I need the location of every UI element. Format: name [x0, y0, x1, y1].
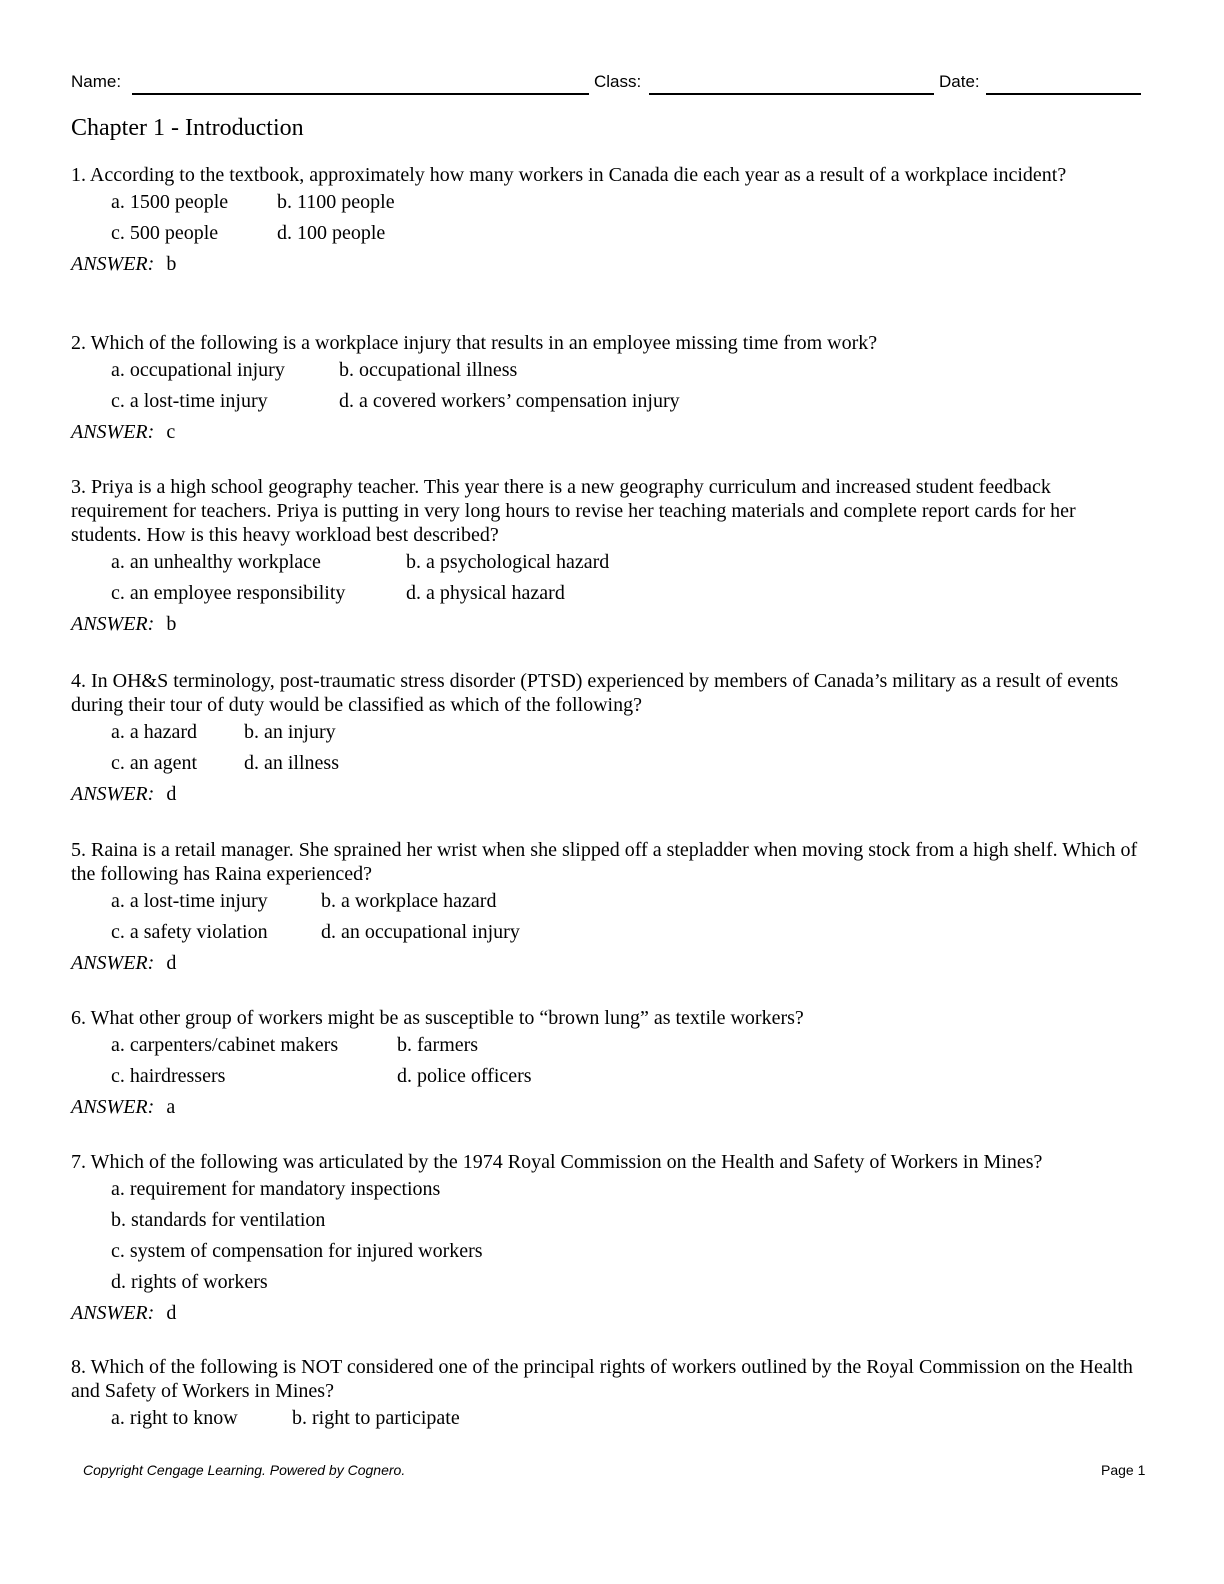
answer-value: a — [166, 1096, 176, 1118]
answer-options — [111, 355, 1141, 417]
answer-line — [71, 609, 1141, 640]
option-c: c. an employee responsibility — [111, 582, 346, 604]
question-stem: 6. What other group of workers might be as susceptible to “brown lung” as textile workers? — [71, 1007, 804, 1029]
option-a: a. occupational injury — [111, 359, 285, 381]
question-6 — [71, 1006, 1141, 1123]
answer-options — [111, 717, 1141, 779]
option-d: d. police officers — [397, 1065, 532, 1087]
answer-options — [111, 547, 1141, 609]
answer-options — [111, 1030, 1141, 1092]
answer-label: ANSWER: — [71, 783, 155, 805]
name-field-line[interactable] — [132, 93, 589, 95]
answer-value: b — [166, 613, 177, 635]
date-label: Date: — [939, 72, 980, 91]
answer-line — [71, 1298, 1141, 1329]
question-stem: 2. Which of the following is a workplace injury that results in an employee missing time from work? — [71, 332, 878, 354]
option-b: b. standards for ventilation — [111, 1209, 326, 1231]
answer-value: d — [166, 783, 177, 805]
answer-line — [71, 1092, 1141, 1123]
answer-options — [111, 187, 1141, 249]
student-info-header — [71, 72, 1141, 96]
option-b: b. a psychological hazard — [406, 551, 610, 573]
class-field-line[interactable] — [649, 93, 934, 95]
option-a: a. carpenters/cabinet makers — [111, 1034, 339, 1056]
question-5 — [71, 838, 1141, 979]
answer-label: ANSWER: — [71, 613, 155, 635]
question-stem: 3. Priya is a high school geography teacher. This year there is a new geography curriculum and increased student feedback requirement for teachers. Priya is putting in very long hours to revise her teaching materials and complete report cards for her students. How is this heavy workload best described? — [71, 476, 1076, 546]
option-d: d. 100 people — [277, 222, 386, 244]
option-d: d. rights of workers — [111, 1271, 268, 1293]
answer-options — [111, 886, 1141, 948]
option-c: c. system of compensation for injured workers — [111, 1240, 483, 1262]
name-label: Name: — [71, 72, 122, 91]
question-stem: 4. In OH&S terminology, post-traumatic stress disorder (PTSD) experienced by members of Canada’s military as a result of events during their tour of duty would be classified as which of the following? — [71, 670, 1119, 716]
option-a: a. right to know — [111, 1407, 238, 1429]
answer-line — [71, 249, 1141, 280]
option-a: a. an unhealthy workplace — [111, 551, 321, 573]
option-a: a. a hazard — [111, 721, 198, 743]
option-d: d. a covered workers’ compensation injury — [339, 390, 680, 412]
option-b: b. a workplace hazard — [321, 890, 497, 912]
answer-options — [111, 1403, 1141, 1434]
chapter-title: Chapter 1 - Introduction — [71, 115, 304, 141]
answer-value: b — [166, 253, 177, 275]
question-8 — [71, 1355, 1141, 1434]
option-a: a. a lost-time injury — [111, 890, 268, 912]
question-7 — [71, 1150, 1141, 1329]
option-d: d. an illness — [244, 752, 339, 774]
answer-value: d — [166, 952, 177, 974]
option-c: c. an agent — [111, 752, 198, 774]
option-b: b. 1100 people — [277, 191, 395, 213]
option-d: d. a physical hazard — [406, 582, 565, 604]
option-a: a. requirement for mandatory inspections — [111, 1178, 441, 1200]
answer-label: ANSWER: — [71, 952, 155, 974]
answer-line — [71, 948, 1141, 979]
question-stem: 5. Raina is a retail manager. She sprained her wrist when she slipped off a stepladder when moving stock from a high shelf. Which of the following has Raina experienced? — [71, 839, 1138, 885]
option-d: d. an occupational injury — [321, 921, 520, 943]
answer-value: d — [166, 1302, 177, 1324]
question-stem: 7. Which of the following was articulated by the 1974 Royal Commission on the Health and Safety of Workers in Mines? — [71, 1151, 1043, 1173]
question-3 — [71, 475, 1141, 640]
option-b: b. occupational illness — [339, 359, 518, 381]
question-4 — [71, 669, 1141, 810]
question-stem: 1. According to the textbook, approximately how many workers in Canada die each year as a result of a workplace incident? — [71, 164, 1067, 186]
question-2 — [71, 331, 1141, 448]
answer-label: ANSWER: — [71, 1302, 155, 1324]
answer-line — [71, 417, 1141, 448]
option-c: c. hairdressers — [111, 1065, 226, 1087]
option-c: c. a lost-time injury — [111, 390, 268, 412]
option-a: a. 1500 people — [111, 191, 229, 213]
question-stem: 8. Which of the following is NOT considered one of the principal rights of workers outlined by the Royal Commission on the Health and Safety of Workers in Mines? — [71, 1356, 1133, 1402]
option-b: b. an injury — [244, 721, 336, 743]
answer-value: c — [166, 421, 176, 443]
answer-label: ANSWER: — [71, 253, 155, 275]
answer-options — [111, 1174, 1141, 1298]
class-label: Class: — [594, 72, 642, 91]
option-c: c. a safety violation — [111, 921, 268, 943]
question-1 — [71, 163, 1141, 280]
page-number: Page 1 — [1101, 1462, 1146, 1478]
answer-line — [71, 779, 1141, 810]
footer-copyright: Copyright Cengage Learning. Powered by Cognero. — [83, 1462, 406, 1478]
option-b: b. farmers — [397, 1034, 479, 1056]
date-field-line[interactable] — [986, 93, 1141, 95]
answer-label: ANSWER: — [71, 421, 155, 443]
answer-label: ANSWER: — [71, 1096, 155, 1118]
option-c: c. 500 people — [111, 222, 219, 244]
option-b: b. right to participate — [292, 1407, 460, 1429]
